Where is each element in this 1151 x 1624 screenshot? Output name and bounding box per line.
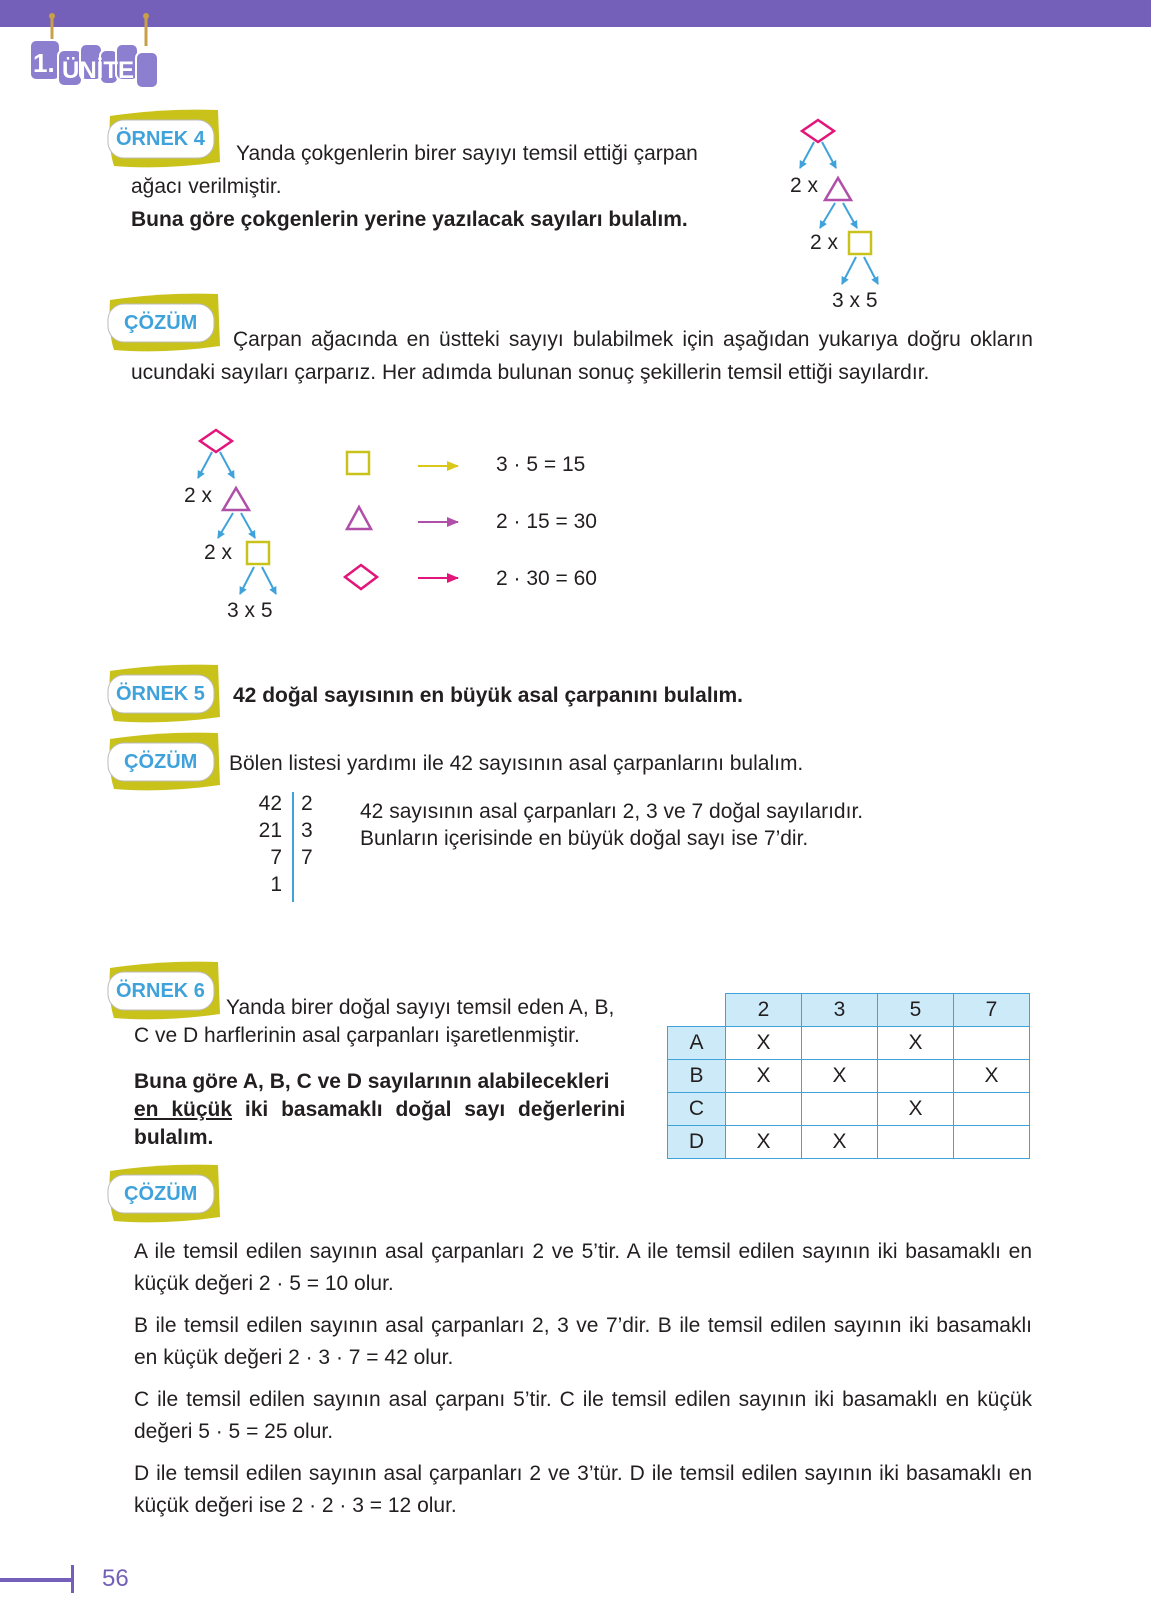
tree-row-1: 2 x xyxy=(184,484,213,507)
solution-6-paragraph-a: A ile temsil edilen sayının asal çarpanları 2 ve 5’tir. A ile temsil edilen sayının iki basamaklı en küçük değeri 2 · 5 = 10 olur. xyxy=(134,1240,1032,1295)
diamond-icon xyxy=(200,430,232,452)
triangle-icon xyxy=(825,178,851,200)
column-header: 3 xyxy=(802,994,878,1027)
table-row xyxy=(668,1027,1030,1060)
example-5-label: ÖRNEK 5 xyxy=(104,663,222,725)
divisor: 7 xyxy=(301,846,313,869)
table-cell: X xyxy=(878,1027,954,1060)
row-header: C xyxy=(668,1093,726,1126)
table-cell: X xyxy=(954,1060,1030,1093)
table-row xyxy=(668,1093,1030,1126)
example-4-line-1: Yanda çokgenlerin birer sayıyı temsil ettiği çarpan xyxy=(236,142,698,165)
table-cell xyxy=(954,1027,1030,1060)
triangle-icon xyxy=(347,507,371,529)
example-5-question: 42 doğal sayısının en büyük asal çarpanını bulalım. xyxy=(233,684,743,707)
dividend: 42 xyxy=(258,792,282,815)
table-cell xyxy=(726,1093,802,1126)
table-cell xyxy=(802,1093,878,1126)
example-6-question-3: bulalım. xyxy=(134,1126,214,1149)
example-4-line-2: ağacı verilmiştir. xyxy=(131,175,282,198)
dividend: 1 xyxy=(270,873,282,896)
solution-4-steps-graphic xyxy=(340,445,470,595)
solution-5-label: ÇÖZÜM xyxy=(104,731,222,793)
solution-6-paragraph-c: C ile temsil edilen sayının asal çarpanı 5’tir. C ile temsil edilen sayının iki basamaklı en küçük değeri 5 · 5 = 25 olur. xyxy=(134,1388,1032,1443)
solution-5-line-1: 42 sayısının asal çarpanları 2, 3 ve 7 doğal sayılarıdır. xyxy=(360,800,864,823)
example-6-question-1: Buna göre A, B, C ve D sayılarının alabilecekleri xyxy=(134,1070,610,1093)
diamond-icon xyxy=(345,565,377,589)
prime-factor-table xyxy=(667,993,1030,1159)
footer-bar xyxy=(0,1578,72,1582)
example-4-label: ÖRNEK 4 xyxy=(104,108,222,170)
table-cell xyxy=(802,1027,878,1060)
divisor-list-divider xyxy=(292,792,294,902)
table-cell xyxy=(878,1060,954,1093)
top-color-bar xyxy=(0,0,1151,27)
table-cell xyxy=(954,1093,1030,1126)
solution-4-label: ÇÖZÜM xyxy=(104,292,222,354)
solution-6-paragraph-d: D ile temsil edilen sayının asal çarpanları 2 ve 3’tür. D ile temsil edilen sayının iki basamaklı en küçük değeri ise 2 · 2 · 3 = 12 olur. xyxy=(134,1462,1032,1517)
column-header: 5 xyxy=(878,994,954,1027)
divisor: 2 xyxy=(301,792,313,815)
solution-6-label: ÇÖZÜM xyxy=(104,1163,222,1225)
page-number: 56 xyxy=(102,1565,129,1592)
column-header: 2 xyxy=(726,994,802,1027)
diamond-icon xyxy=(802,120,834,142)
dividend: 21 xyxy=(258,819,282,842)
example-6-line-1: Yanda birer doğal sayıyı temsil eden A, B, xyxy=(226,996,615,1019)
unit-number: 1. xyxy=(33,48,55,78)
tree-row-3: 3 x 5 xyxy=(832,289,878,312)
table-cell: X xyxy=(726,1027,802,1060)
example-4-factor-tree xyxy=(780,112,900,324)
table-cell xyxy=(954,1126,1030,1159)
footer-tick xyxy=(71,1565,74,1593)
table-cell xyxy=(878,1126,954,1159)
solution-5-line-2: Bunların içerisinde en büyük doğal sayı ise 7’dir. xyxy=(360,827,809,850)
square-icon xyxy=(849,232,871,254)
table-row xyxy=(668,1060,1030,1093)
column-header: 7 xyxy=(954,994,1030,1027)
solution-6-paragraph-b: B ile temsil edilen sayının asal çarpanları 2, 3 ve 7’dir. B ile temsil edilen sayının iki basamaklı en küçük değeri 2 · 3 · 7 = 42 olur. xyxy=(134,1314,1032,1369)
divisor: 3 xyxy=(301,819,313,842)
tree-row-2: 2 x xyxy=(810,231,839,254)
example-6-question-2 xyxy=(134,1096,642,1124)
unit-word: ÜNİTE xyxy=(62,57,134,84)
solution-4-factor-tree xyxy=(178,422,298,634)
table-cell: X xyxy=(878,1093,954,1126)
underlined-phrase: en küçük xyxy=(134,1098,233,1121)
divisor-list-left xyxy=(248,790,282,898)
table-cell: X xyxy=(802,1126,878,1159)
divisor-list-right xyxy=(301,790,313,871)
dividend: 7 xyxy=(270,846,282,869)
square-icon xyxy=(347,452,369,474)
tree-row-2: 2 x xyxy=(204,541,233,564)
solution-5-intro: Bölen listesi yardımı ile 42 sayısının asal çarpanlarını bulalım. xyxy=(229,752,804,775)
tree-row-1: 2 x xyxy=(790,174,819,197)
unit-logo xyxy=(28,12,168,92)
table-row xyxy=(668,1126,1030,1159)
step-1-expression: 3 · 5 = 15 xyxy=(496,453,586,476)
row-header: B xyxy=(668,1060,726,1093)
example-4-question: Buna göre çokgenlerin yerine yazılacak sayıları bulalım. xyxy=(131,208,688,231)
example-6-line-2: C ve D harflerinin asal çarpanları işaretlenmiştir. xyxy=(134,1024,580,1047)
solution-4-text: Çarpan ağacında en üstteki sayıyı bulabilmek için aşağıdan yukarıya doğru okların ucundaki sayıları çarparız. Her adımda bulunan sonuç şekillerin temsil ettiği sayılardır. xyxy=(131,328,1033,384)
example-6-label: ÖRNEK 6 xyxy=(104,960,222,1022)
step-2-expression: 2 · 15 = 30 xyxy=(496,510,597,533)
square-icon xyxy=(247,542,269,564)
step-3-expression: 2 · 30 = 60 xyxy=(496,567,597,590)
triangle-icon xyxy=(223,488,249,510)
question-2-rest: iki basamaklı doğal sayı değerlerini xyxy=(232,1098,626,1121)
table-cell: X xyxy=(802,1060,878,1093)
table-cell: X xyxy=(726,1126,802,1159)
row-header: A xyxy=(668,1027,726,1060)
row-header: D xyxy=(668,1126,726,1159)
tree-row-3: 3 x 5 xyxy=(227,599,273,622)
table-cell: X xyxy=(726,1060,802,1093)
